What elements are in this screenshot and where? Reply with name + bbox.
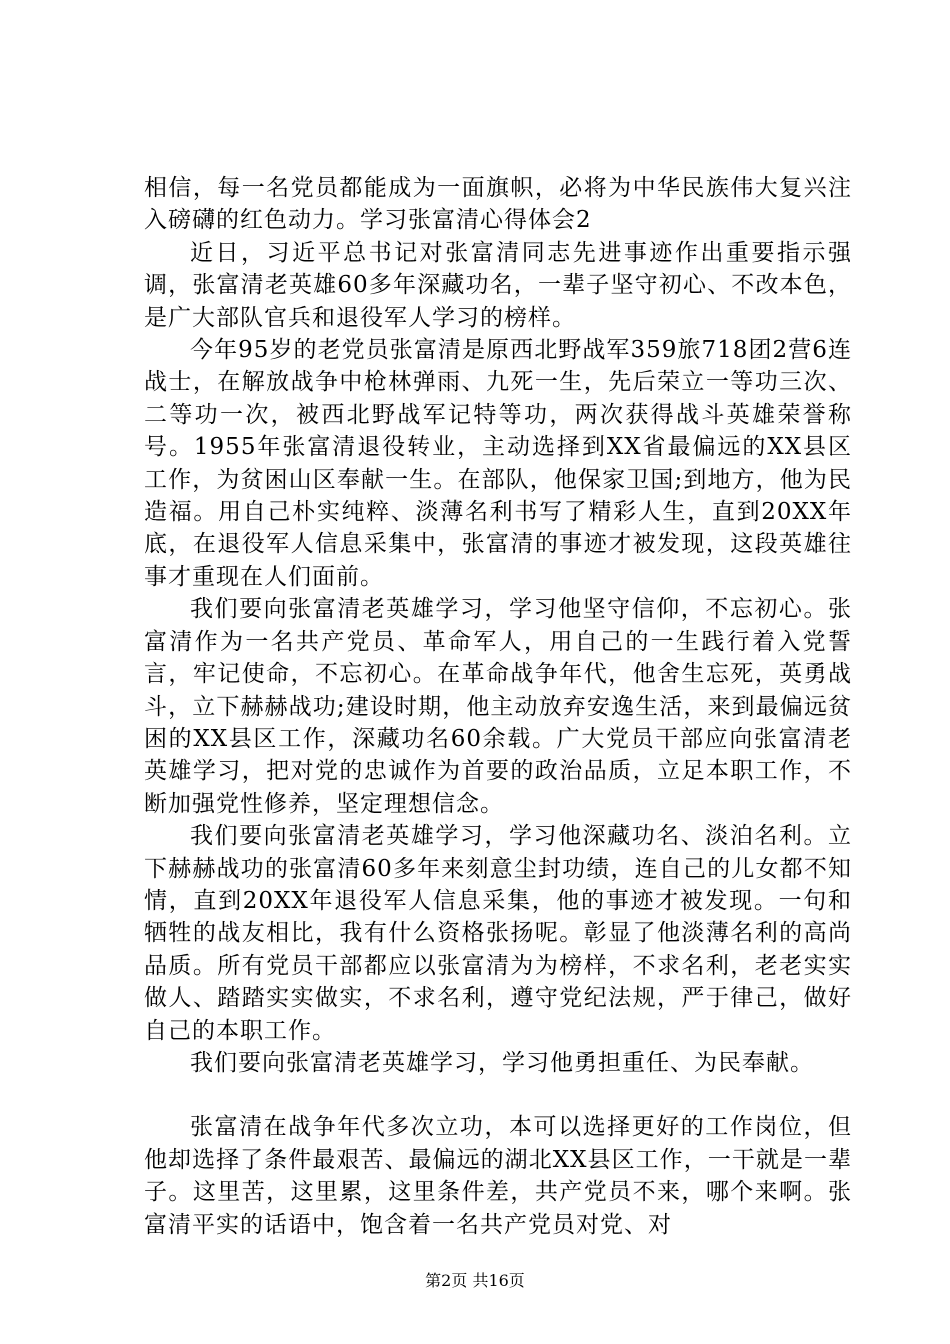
- paragraph-continuation: 相信，每一名党员都能成为一面旗帜，必将为中华民族伟大复兴注入磅礴的红色动力。学习张富清心得体会2: [144, 175, 852, 234]
- document-body: [144, 172, 852, 1241]
- paragraph: 我们要向张富清老英雄学习，学习他深藏功名、淡泊名利。立下赫赫战功的张富清60多年来刻意尘封功绩，连自己的儿女都不知情，直到20XX年退役军人信息采集，他的事迹才被发现。一句和牺牲的战友相比，我有什么资格张扬呢。彰显了他淡薄名利的高尚品质。所有党员干部都应以张富清为为榜样，不求名利，老老实实做人、踏踏实实做实，不求名利，遵守党纪法规，严于律己，做好自己的本职工作。: [144, 823, 852, 1044]
- paragraph: 今年95岁的老党员张富清是原西北野战军359旅718团2营6连战士，在解放战争中枪林弹雨、九死一生，先后荣立一等功三次、二等功一次，被西北野战军记特等功，两次获得战斗英雄荣誉称号。1955年张富清退役转业，主动选择到XX省最偏远的XX县区工作，为贫困山区奉献一生。在部队，他保家卫国;到地方，他为民造福。用自己朴实纯粹、淡薄名利书写了精彩人生，直到20XX年底，在退役军人信息采集中，张富清的事迹才被发现，这段英雄往事才重现在人们面前。: [144, 337, 852, 590]
- paragraph: 近日，习近平总书记对张富清同志先进事迹作出重要指示强调，张富清老英雄60多年深藏功名，一辈子坚守初心、不改本色，是广大部队官兵和退役军人学习的榜样。: [144, 239, 852, 331]
- paragraph: 我们要向张富清老英雄学习，学习他勇担重任、为民奉献。: [190, 1049, 814, 1076]
- paragraph: 我们要向张富清老英雄学习，学习他坚守信仰，不忘初心。张富清作为一名共产党员、革命军人，用自己的一生践行着入党誓言，牢记使命，不忘初心。在革命战争年代，他舍生忘死，英勇战斗，立下赫赫战功;建设时期，他主动放弃安逸生活，来到最偏远贫困的XX县区工作，深藏功名60余载。广大党员干部应向张富清老英雄学习，把对党的忠诚作为首要的政治品质，立足本职工作，不断加强党性修养，坚定理想信念。: [144, 596, 852, 817]
- paragraph: 张富清在战争年代多次立功，本可以选择更好的工作岗位，但他却选择了条件最艰苦、最偏远的湖北XX县区工作，一干就是一辈子。这里苦，这里累，这里条件差，共产党员不来，哪个来啊。张富清平实的话语中，饱含着一名共产党员对党、对: [144, 1114, 852, 1238]
- page-footer: 第2页 共16页: [425, 1271, 525, 1290]
